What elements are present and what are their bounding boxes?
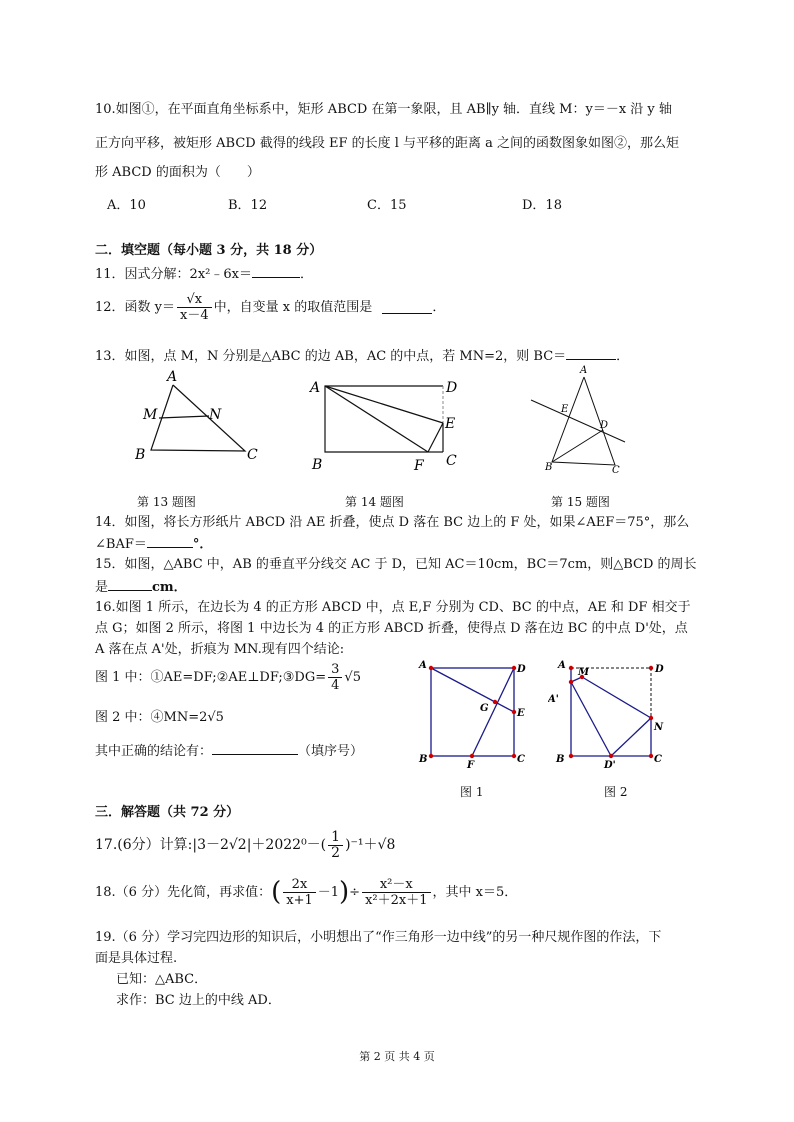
q10-line2: 正方向平移，被矩形 ABCD 截得的线段 EF 的长度 l 与平移的距离 a 之间的函数图象如图②，那么矩 <box>95 136 680 151</box>
fig14-label-a: A <box>310 380 321 396</box>
q17-expr2: )⁻¹＋√8 <box>345 837 396 853</box>
q15-blank <box>108 578 152 591</box>
q10-option-b: B．12 <box>228 198 268 213</box>
fig2-label-d-prime: D' <box>604 760 616 770</box>
fig13-label-c: C <box>247 447 258 463</box>
fig14-label-f: F <box>414 458 424 474</box>
q13-blank <box>566 347 616 360</box>
q14-line2 <box>95 535 212 553</box>
q16-num: 3 <box>328 662 342 678</box>
q19-line1: 19.（6 分）学习完四边形的知识后，小明想出了“作三角形一边中线”的另一种尺规作图的作法，下 <box>95 930 662 945</box>
caption-fig1: 图 1 <box>460 785 484 799</box>
q14-end: °． <box>192 537 213 552</box>
q10-option-a: A．10 <box>107 198 146 213</box>
fig14-label-e: E <box>445 416 456 432</box>
fig1-label-d: D <box>517 664 526 675</box>
fig15-label-c: C <box>612 465 620 476</box>
caption-fig2: 图 2 <box>604 785 628 799</box>
q12-num: √x <box>177 292 212 308</box>
fig13-label-b: B <box>135 447 146 463</box>
q12-blank <box>382 301 432 314</box>
fig2-label-c: C <box>654 754 662 765</box>
q18: 18.（6 分）先化简，再求值：( $\frac{2x}{x+1}$ －1)÷ $\frac{\text{x²－x}}{\text{x²＋2x＋1}}$ ，其中 x＝5． <box>95 877 518 908</box>
q13-end: ． <box>616 349 630 364</box>
q16-blank <box>212 742 298 755</box>
q12-den: x－4 <box>180 308 209 323</box>
q16-fig1-conclusions <box>95 662 361 693</box>
q11-end: ． <box>299 267 313 282</box>
fig2-label-a-prime: A' <box>548 694 559 705</box>
figure-14 <box>308 375 468 475</box>
fig15-label-b: B <box>545 462 553 473</box>
q16-line1: 16.如图 1 所示，在边长为 4 的正方形 ABCD 中，点 E,F 分别为 CD、BC 的中点，AE 和 DF 相交于 <box>95 600 691 615</box>
q14-line1: 14．如图，将长方形纸片 ABCD 沿 AE 折叠，使点 D 落在 BC 边上的 F 处，如果∠AEF＝75°，那么 <box>95 515 690 530</box>
q17-num: 1 <box>328 830 343 846</box>
q11-text: 11．因式分解：2x²﹣6x＝ <box>95 267 252 282</box>
q16-fig2-conclusion: 图 2 中：④MN=2√5 <box>95 710 224 725</box>
q17 <box>95 830 395 861</box>
figure-16-2 <box>548 658 673 770</box>
q14-blank <box>147 535 193 548</box>
section2-title: 二．填空题（每小题 3 分，共 18 分） <box>95 243 323 258</box>
fig14-label-b: B <box>312 457 323 473</box>
q13-text: 13．如图，点 M，N 分别是△ABC 的边 AB，AC 的中点，若 MN=2，则 BC＝ <box>95 349 567 364</box>
fig1-label-g: G <box>480 703 489 714</box>
q12-text: 12．函数 y＝ <box>95 300 176 315</box>
q16-line2: 点 G；如图 2 所示，将图 1 中边长为 4 的正方形 ABCD 折叠，使得点 D 落在边 BC 的中点 D'处，点 <box>95 621 688 636</box>
fig13-label-m: M <box>143 407 158 423</box>
fig15-label-e: E <box>561 404 569 415</box>
q11-blank <box>252 265 300 278</box>
q16-den: 4 <box>331 678 340 693</box>
q18-divide: ÷ <box>349 885 361 900</box>
section3-title: 三．解答题（共 72 分） <box>95 805 240 820</box>
q17-fraction <box>328 830 343 861</box>
figure-15 <box>527 362 637 477</box>
q18-den2: x²＋2x＋1 <box>365 893 428 908</box>
q18-num1: 2x <box>283 877 316 893</box>
fig2-label-a: A <box>558 660 566 671</box>
q10-option-d: D．18 <box>522 198 562 213</box>
q15-text: 是 <box>95 580 109 595</box>
fig2-label-b: B <box>556 754 565 765</box>
q10-option-c: C．15 <box>367 198 407 213</box>
q18-minus-one: －1 <box>317 885 340 900</box>
figure-13 <box>135 365 265 465</box>
fig14-label-d: D <box>446 380 458 396</box>
q16-answer <box>95 742 363 760</box>
q18-end: ，其中 x＝5． <box>432 885 518 900</box>
fig2-label-d: D <box>655 664 664 675</box>
q16-answer-text: 其中正确的结论有： <box>95 744 213 759</box>
q19-find: 求作：BC 边上的中线 AD． <box>116 993 281 1008</box>
fig14-label-c: C <box>446 453 457 469</box>
fig1-label-c: C <box>517 754 525 765</box>
fig1-label-f: F <box>467 760 475 770</box>
q10-line1: 10.如图①，在平面直角坐标系中，矩形 ABCD 在第一象限，且 AB∥y 轴．直线 M：y＝－x 沿 y 轴 <box>95 102 672 117</box>
caption-fig13: 第 13 题图 <box>137 495 196 509</box>
q16-answer-end: （填序号） <box>298 744 364 759</box>
fig2-label-n: N <box>654 722 664 733</box>
fig13-label-a: A <box>167 369 178 385</box>
fig1-label-e: E <box>517 708 525 719</box>
q18-fraction-2 <box>362 877 430 908</box>
q16-fraction <box>328 662 342 693</box>
q16-fig1-text: 图 1 中：①AE=DF;②AE⊥DF;③DG= <box>95 670 327 685</box>
q12-end: ． <box>432 300 446 315</box>
fig13-label-n: N <box>209 407 222 423</box>
q16-sqrt: √5 <box>344 670 361 685</box>
page-footer: 第 2 页 共 4 页 <box>359 1050 435 1063</box>
figure-16-1 <box>413 658 538 770</box>
fig15-label-d: D <box>600 420 609 431</box>
q12-suffix: 中，自变量 x 的取值范围是 <box>213 300 373 315</box>
q10-line3: 形 ABCD 的面积为（ ） <box>95 165 260 180</box>
q18-fraction-1 <box>283 877 316 908</box>
q16-line3: A 落在点 A'处，折痕为 MN.现有四个结论: <box>95 642 345 657</box>
caption-fig14: 第 14 题图 <box>345 495 404 509</box>
q18-den1: x+1 <box>286 893 313 908</box>
q19-given: 已知：△ABC． <box>116 972 208 987</box>
q17-den: 2 <box>331 845 341 861</box>
q17-expr1: |3－2√2|＋2022⁰－( <box>192 837 327 853</box>
q12-fraction <box>177 292 212 323</box>
q17-text: 17.(6分）计算: <box>95 837 193 853</box>
fig1-label-a: A <box>419 660 427 671</box>
q15-line1: 15．如图，△ABC 中，AB 的垂直平分线交 AC 于 D，已知 AC＝10cm，BC＝7cm，则△BCD 的周长 <box>95 557 697 572</box>
q19-line2: 面是具体过程. <box>95 951 178 966</box>
fig15-label-a: A <box>580 365 588 376</box>
q12 <box>95 292 445 323</box>
q15-end: cm． <box>152 580 187 595</box>
caption-fig15: 第 15 题图 <box>551 495 610 509</box>
q11 <box>95 265 313 283</box>
q14-text: ∠BAF＝ <box>95 537 147 552</box>
q15-line2 <box>95 578 187 596</box>
fig1-label-b: B <box>419 754 428 765</box>
q18-num2: x²－x <box>362 877 430 893</box>
q18-text: 18.（6 分）先化简，再求值： <box>95 885 272 900</box>
fig2-label-m: M <box>578 667 590 678</box>
